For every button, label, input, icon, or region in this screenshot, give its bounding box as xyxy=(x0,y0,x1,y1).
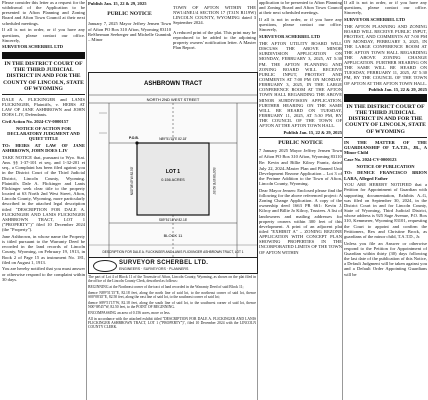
publish-bar xyxy=(2,52,85,59)
plat-street: NORTH 2ND WEST STREET xyxy=(146,97,200,102)
col1-intro2: If all is not in order, or if you have any questions, please contact our office. Sincerely, xyxy=(2,27,85,43)
notice-title: NOTICE OF ACTION FOR DECLARATORY JUDGMENT AND QUIET TITLE xyxy=(7,125,80,142)
col4-top2: If all is not in order, or if you have any questions, please contact our office. Sincerely, xyxy=(259,17,342,33)
col1-signer: SURVEYOR SCHERBEL LTD xyxy=(2,44,64,50)
notice-body3: You are hereby notified that you must answer or otherwise respond to the complaint within 30 days. xyxy=(2,266,85,282)
col5-publish: Publish Jan. 15, 22 & 29, 2025 xyxy=(368,87,427,93)
legal-p4: thence S89°51'15"W, 82.18 feet, along the south line of said lot, to the southwest corner of said lot, thence N00°08'45"W, 82.50 feet, to the POINT OF BEGINNING. xyxy=(88,300,256,310)
col4-top: application to be presented to Afton Planning and Zoning Board and Afton Town Council at their next scheduled meetings. xyxy=(259,0,342,16)
col3-top2: A reduced print of the plat. This print may be reproduced to be added to the adjoining property owners' notification letter. A Master Plan Report. xyxy=(173,29,256,51)
notice-to: TO: HEIRS AT LAW OF JANE ASHBROWN, JOHN DOES I–IV xyxy=(2,143,85,154)
plat-bearing-s: S89°51'15"W 82.18' xyxy=(158,218,188,222)
plat-heading: ASHBROWN TRACT xyxy=(144,81,202,87)
divider xyxy=(2,94,85,95)
legal-p2: BEGINNING at the Northeast corner of the tract of land recorded in the Warranty Deed of said Block 11; xyxy=(88,285,244,290)
notice-body: TAKE NOTICE that, pursuant to Wyo. Stat. Ann. §§ 1-37-101 et seq. and 1-32-201 et seq., a Complaint has been filed against you in the District Court of the Third Judicial District, Lincoln County, Wyoming. Plaintiffs Dale A. Flickinger and Lanis Flickinger seek clear title to the property located at 63 North 2nd West Street, Afton, Lincoln County, Wyoming, more particularly described in the attached legal description titled "DESCRIPTION FOR DALE A. FLICKINGER AND LANIS FLICKINGER ASHBROWN TRACT, LOT 1 ("PROPERTY")" filed 10 December 2024 (the "Property"). xyxy=(2,154,85,233)
plat-bearing-e: S00°08'45"E 82.50' xyxy=(212,167,216,195)
column-divider xyxy=(86,0,87,400)
col5-signer: SURVEYOR SCHERBEL LTD xyxy=(344,17,406,23)
surveyor-logo-icon xyxy=(93,260,117,272)
plat-caption: DESCRIPTION FOR DALE A. FLICKINGER AND LANIS FLICKINGER ASHBROWN TRACT, LOT 1 xyxy=(102,250,244,254)
surveyor-name: SURVEYOR SCHERBEL LTD. xyxy=(119,260,209,266)
col5-body2: YOU ARE HEREBY NOTIFIED that a Petition for Appointment of Guardian with supporting documentation, Exhibits A–G, was filed on September 30, 2024, in the District Court in and for Lincoln County, State of Wyoming, Third Judicial District, whose address is 925 Sage Avenue, P.O. Box 310, Kemmerer, Wyoming 83101, requesting the Court to appoint and confirm the Petitioners, Rex and Christine Brock, as guardians of the minor child, T.A.T.D., Jr. xyxy=(344,182,427,239)
col5-notice-title: NOTICE OF PUBLICATION xyxy=(356,163,415,169)
plat-map xyxy=(88,72,258,258)
column-5 xyxy=(344,0,427,400)
col2-notice-heading: PUBLIC NOTICE xyxy=(107,10,152,17)
col4-body: THE AFTON UTILITY BOARD WILL DISCUSS THE ABOVE MINOR SUBDIVISION APPLICATION ON MONDAY, FEBRUARY 3, 2025, AT 5:30 PM. THE AFTON PLANNING AND ZONING BOARD WILL RECEIVE PUBLIC INPUT, PROTEST AND COMMENTS AT 7:00 PM ON MONDAY, FEBRUARY 3, 2025, IN THE LARGE CONFERENCE ROOM AT THE AFTON TOWN HALL REGARDING THE ABOVE MINOR SUBDIVISION APPLICATION. FURTHER HEARING ON THE SAME WILL BE HEARD ON TUESDAY, FEBRUARY 11, 2025, AT 5:30 PM, BY THE COUNCIL OF THE TOWN OF AFTON AT THE AFTON TOWN HALL. xyxy=(259,40,342,129)
plat-drawing xyxy=(89,73,257,257)
notice-body2: Jane Ashbrown, in whose name the Property is titled pursuant to the Warranty Deed be recorded in the land records of Lincoln County, Wyoming, on February 19, 1913, in Book 2 of Page 15 as instrument No. 181, filed on August 1, 1913. xyxy=(2,233,85,265)
column-divider xyxy=(342,0,343,400)
col4-publish: Publish Jan. 15, 22 & 29, 2025 xyxy=(283,130,342,136)
col5-case-number: Case No. 2024-CV-0000123 xyxy=(344,156,397,162)
case-number: Civil Action No. 2024-CV-0000157 xyxy=(2,119,69,125)
plat-bearing-w: N00°08'45"W 82.50' xyxy=(130,166,134,196)
col5-court-heading: IN THE DISTRICT COURT OF THE THIRD JUDICIAL DISTRICT IN AND FOR THE COUNTY OF LINCOLN, STATE OF WYOMING xyxy=(345,103,426,135)
column-4 xyxy=(259,0,342,400)
col5-body: THE AFTON PLANNING AND ZONING BOARD WILL RECEIVE PUBLIC INPUT, PROTEST, AND COMMENTS AT 7:00 PM ON MONDAY, FEBRUARY 3, 2025, IN THE LARGE CONFERENCE ROOM AT THE AFTON TOWN HALL REGARDING THE ABOVE ZONING CHANGE APPLICATION. FURTHER HEARING ON THE SAME WILL BE HEARD ON TUESDAY, FEBRUARY 11, 2025, AT 5:30 PM, BY THE COUNCIL OF THE TOWN OF AFTON AT THE AFTON TOWN HALL. xyxy=(344,23,427,86)
legal-p6: All in accordance with the attached exhibit titled "DESCRIPTION FOR DALE A. FLICKINGER AND LANIS FLICKINGER ASHBROWN TRACT, LOT 1 ("PROPERTY")", filed 10 December 2024 with the LINCOLN COUNTY CLERK. xyxy=(88,316,256,330)
legal-p1: The part of Lot 4 of Block 11 of the Townsite of Afton, Lincoln County, Wyoming, as shown on the plat filed in the office of the Lincoln County Clerk, described as follows: xyxy=(88,275,256,284)
col5-matter: IN THE MATTER OF THE GUARDIANSHIP OF T.A.T.D., JR., A Minor Child xyxy=(344,139,427,156)
col4-notice-body: Re: Kevin and Billie Kilroy Frantz, dated July 22, 2024–Master Plan and Planned Unit Development Rezone Application – Lot 3 of the Perinne Addition to the Town of Afton, Lincoln County, Wyoming. xyxy=(259,160,342,187)
plat-pob: P.O.B. xyxy=(129,136,139,140)
col4-notice-body2: Dear Mayor Jensen: Enclosed please find the following for the above referenced project: A Zoning Change Application. A copy of the ownership deed 1663 PR 661: Kevin J. Kilroy and Billie Jo Kilroy, Trustees. A list of landowners and mailing addresses for property owners within 300 feet of this development. A print of an adjacent plat titled "EXHIBIT A" – ZONING REZONE APPLICATION WITH CONCEPT PLAN SHOWING PROPERTIES IN THE INCORPORATED LIMITS OF THE TOWN OF AFTON WITHIN xyxy=(259,187,342,255)
col5-top: If all is not in order, or if you have any questions, please contact our office. Sincerely, xyxy=(344,0,427,16)
case-parties: DALE A. FLICKINGER and LANIS FLICKINGER, Plaintiffs, v. HEIRS AT LAW OF JANE ASHBROWN and JOHN DOES I–IV, Defendants. xyxy=(2,97,85,118)
col4-notice-heading: PUBLIC NOTICE xyxy=(278,140,323,147)
column-1 xyxy=(2,0,85,400)
divider xyxy=(259,137,342,138)
legal-p3: thence N89°51'15"E, 82.18 feet, along the north line of said lot, to the northeast corner of said lot, thence S00°08'45"E, 82.50 feet, along the east line of said lot, to the southeast corner of said lot; xyxy=(88,290,256,300)
plat-area: 0.156 ACRES xyxy=(161,178,185,182)
plat-lot: LOT 1 xyxy=(165,169,181,175)
legal-description xyxy=(88,275,256,400)
col4-signer: SURVEYOR SCHERBEL LTD xyxy=(259,34,321,40)
surveyor-title-block xyxy=(88,257,258,274)
court-heading: IN THE DISTRICT COURT OF THE THIRD JUDICIAL DISTRICT IN AND FOR THE COUNTY OF LINCOLN, STATE OF WYOMING xyxy=(3,61,84,92)
divider xyxy=(344,137,427,138)
legal-p5: ENCOMPASSING an area of 0.156 acres, more or less. xyxy=(88,311,171,316)
col1-intro: Please consider this letter as a request for the withdrawal of the Application to be presented to Afton Planning and Zoning Board and Afton Town Council at their next scheduled meetings. xyxy=(2,0,85,26)
publish-bar xyxy=(344,94,427,101)
surveyor-sub: ENGINEERS · SURVEYORS · PLANNERS xyxy=(119,267,189,271)
col4-notice-lines: 7 January 2025 Mayor Jeffrey Jensen Town of Afton PO Box 310 Afton, Wyoming 83110 xyxy=(259,148,342,159)
col5-body3: Unless you file an Answer or otherwise respond to the Petition for Appointment of Guardian within thirty (30) days following the last date of the publication of this Notice, a Default Judgment will be taken against you and a Default Order Appointing Guardians will be xyxy=(344,240,427,277)
col3-top: TOWN OF AFTON WITHIN THE NW1/4NE1/4 SECTION 17 (T31N R119W) LINCOLN COUNTY, WYOMING dated 3 September 2024. xyxy=(173,4,256,26)
col2-notice-lines: January 7, 2025 Mayor Jeffrey Jensen Town of Afton PO Box 310 Afton, Wyoming 83110 ReSherman Seeberger and Michelle Gunnink – Minor xyxy=(88,21,171,42)
plat-bearing-n: N89°51'15"E 82.18' xyxy=(159,137,187,141)
plat-notice-top xyxy=(88,0,256,72)
plat-block: BLOCK 11 xyxy=(163,233,183,238)
col2-publish: Publish Jan. 15, 22 & 29, 2025 xyxy=(88,1,147,6)
col5-notice-to: TO: DENICE FRANCISCO BRION LARA, Alleged Father xyxy=(344,170,427,181)
